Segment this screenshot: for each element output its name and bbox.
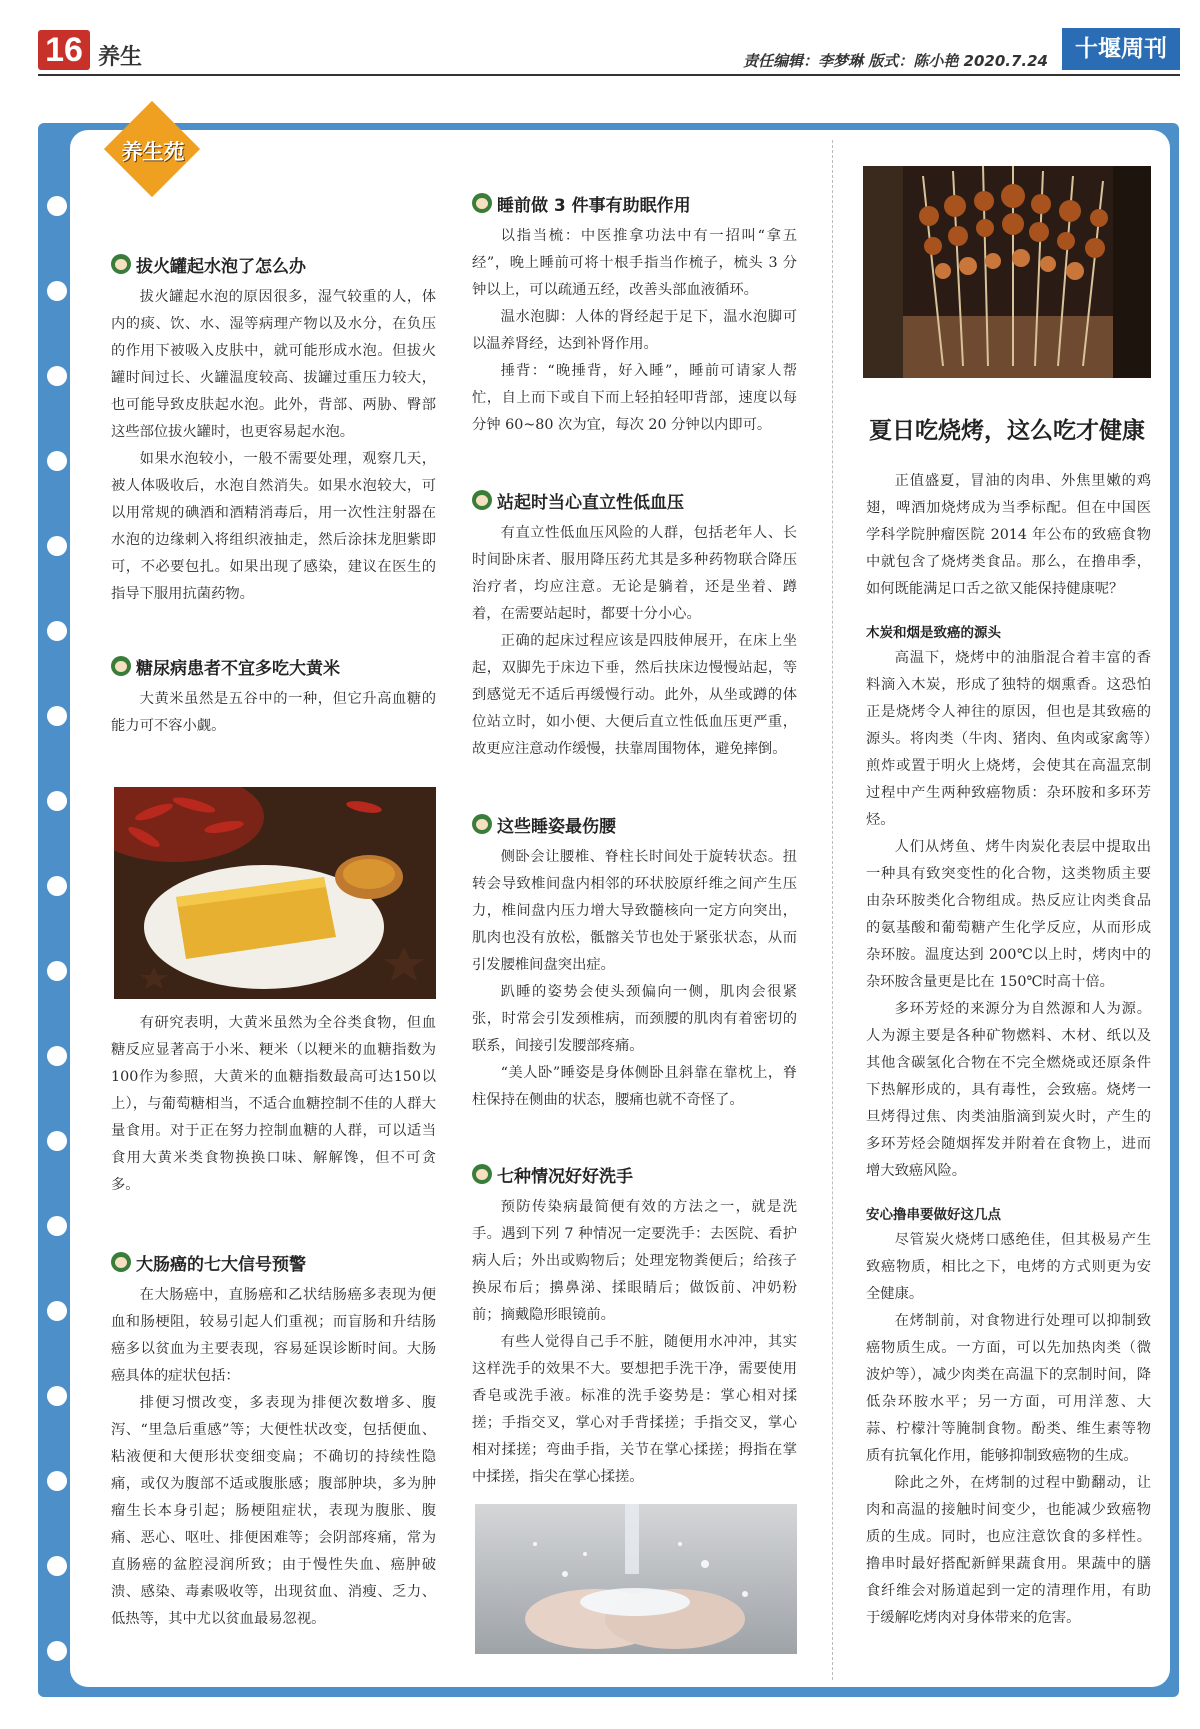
article-paragraph: 正确的起床过程应该是四肢伸展开，在床上坐起，双脚先于床边下垂，然后扶床边慢慢站起，等到感觉无不适后再缓慢行动。此外，从坐或蹲的体位站立时，如小便、大便后直立性低血压更严重，故更应注意动作缓慢，扶靠周围物体，避免摔倒。 (472, 633, 797, 757)
article-handwashing (472, 1160, 797, 1491)
article-title: 七种情况好好洗手 (497, 1166, 633, 1187)
binder-hole (47, 196, 67, 216)
binder-hole (47, 706, 67, 726)
article-title: 拔火罐起水泡了怎么办 (136, 256, 306, 277)
binder-hole (47, 1556, 67, 1576)
binder-hole (47, 621, 67, 641)
article-paragraph: 有研究表明，大黄米虽然为全谷类食物，但血糖反应显著高于小米、粳米（以粳米的血糖指数为100作为参照，大黄米的血糖指数最高可达150以上），与葡萄糖相当，不适合血糖控制不佳的人群大量食用。对于正在努力控制血糖的人群，可以适当食用大黄米类食物换换口味、解解馋，但不可贪多。 (111, 1015, 436, 1193)
face-icon (111, 254, 131, 274)
section-name: 养生 (98, 45, 143, 70)
article-paragraph: 正值盛夏，冒油的肉串、外焦里嫩的鸡翅，啤酒加烧烤成为当季标配。但在中国医学科学院肿瘤医院 2014 年公布的致癌食物中就包含了烧烤类食品。那么，在撸串季，如何既能满足口舌之欲又能保持健康呢？ (866, 473, 1151, 597)
feature-title: 夏日吃烧烤，这么吃才健康 (869, 417, 1145, 444)
binder-hole (47, 1386, 67, 1406)
editor-credits: 责任编辑：李梦琳 版式：陈小艳 2020.7.24 (743, 52, 1048, 70)
binder-hole (47, 1216, 67, 1236)
binder-hole (47, 1471, 67, 1491)
face-icon (472, 193, 492, 213)
article-paragraph: 如果水泡较小，一般不需要处理，观察几天，被人体吸收后，水泡自然消失。如果水泡较大，可以用常规的碘酒和酒精消毒后，用一次性注射器在水泡的边缘刺入将组织液抽走，然后涂抹龙胆紫即可，不必要包扎。如果出现了感染，建议在医生的指导下服用抗菌药物。 (111, 451, 436, 602)
article-paragraph: 拔火罐起水泡的原因很多，湿气较重的人，体内的痰、饮、水、湿等病理产物以及水分，在负压的作用下被吸入皮肤中，就可能形成水泡。但拔火罐时间过长、火罐温度较高、拔罐过重压力较大，也可能导致皮肤起水泡。此外，背部、两胁、臀部这些部位拔火罐时，也更容易起水泡。 (111, 289, 436, 440)
column-badge-text: 养生苑 (121, 140, 185, 164)
article-barbecue (866, 468, 1151, 1632)
millet-cake-photo (114, 787, 436, 999)
article-colon-cancer (111, 1248, 436, 1633)
binder-hole (47, 366, 67, 386)
article-hypotension (472, 486, 797, 763)
article-title: 糖尿病患者不宜多吃大黄米 (136, 658, 340, 679)
page-header (38, 28, 1180, 76)
article-paragraph: 在烤制前，对食物进行处理可以抑制致癌物质生成。一方面，可以先加热肉类（微波炉等），减少肉类在高温下的烹制时间，降低杂环胺水平；另一方面，可用洋葱、大蒜、柠檬汁等腌制食物。酚类、维生素等物质有抗氧化作用，能够抑制致癌物的生成。 (866, 1313, 1151, 1464)
barbecue-photo (863, 166, 1151, 378)
article-paragraph: 侧卧会让腰椎、脊柱长时间处于旋转状态。扭转会导致椎间盘内相邻的环状胶原纤维之间产生压力，椎间盘内压力增大导致髓核向一定方向突出，肌肉也没有放松，骶髂关节也处于紧张状态，从而引发腰椎间盘突出症。 (472, 849, 797, 973)
article-paragraph: 以指当梳：中医推拿功法中有一招叫“拿五经”，晚上睡前可将十根手指当作梳子，梳头 3 分钟以上，可以疏通五经，改善头部血液循环。 (472, 228, 797, 298)
binder-hole (47, 1131, 67, 1151)
section-subtitle: 安心撸串要做好这几点 (866, 1207, 1001, 1223)
handwashing-photo (475, 1504, 797, 1654)
article-paragraph: 多环芳烃的来源分为自然源和人为源。人为源主要是各种矿物燃料、木材、纸以及其他含碳氢化合物在不完全燃烧或还原条件下热解形成的，具有毒性，会致癌。烧烤一旦烤得过焦、肉类油脂滴到炭火时，产生的多环芳烃会随烟挥发并附着在食物上，进而增大致癌风险。 (866, 1001, 1151, 1179)
binder-hole (47, 451, 67, 471)
article-paragraph: 人们从烤鱼、烤牛肉炭化表层中提取出一种具有致突变性的化合物，这类物质主要由杂环胺类化合物组成。热反应让肉类食品的氨基酸和葡萄糖产生化学反应，从而形成杂环胺。温度达到 200℃以上时，烤肉中的杂环胺含量更是比在 150℃时高十倍。 (866, 839, 1151, 990)
section-subtitle: 木炭和烟是致癌的源头 (866, 625, 1001, 641)
article-cupping (111, 250, 436, 608)
binder-hole (47, 1641, 67, 1661)
binder-hole (47, 536, 67, 556)
article-paragraph: 排便习惯改变，多表现为排便次数增多、腹泻、“里急后重感”等；大便性状改变，包括便血、粘液便和大便形状变细变扁；不确切的持续性隐痛，或仅为腹部不适或腹胀感；腹部肿块，多为肿瘤生长本身引起；肠梗阻症状，表现为腹胀、腹痛、恶心、呕吐、排便困难等；会阴部疼痛，常为直肠癌的盆腔浸润所致；由于慢性失血、癌肿破溃、感染、毒素吸收等，出现贫血、消瘦、乏力、低热等，其中尤以贫血最易忽视。 (111, 1395, 436, 1627)
face-icon (111, 656, 131, 676)
article-diabetes (111, 652, 436, 740)
article-diabetes-cont (111, 1004, 436, 1199)
article-sleep-tips (472, 189, 797, 439)
article-paragraph: 捶背：“晚捶背，好入睡”，睡前可请家人帮忙，自上而下或自下而上轻拍轻叩背部，速度以每分钟 60~80 次为宜，每次 20 分钟以内即可。 (472, 363, 797, 433)
article-title: 这些睡姿最伤腰 (497, 816, 616, 837)
article-paragraph: 预防传染病最简便有效的方法之一，就是洗手。遇到下列 7 种情况一定要洗手：去医院、看护病人后；外出或购物后；处理宠物粪便后；给孩子换尿布后；擤鼻涕、揉眼睛后；做饭前、冲奶粉前；摘戴隐形眼镜前。 (472, 1199, 797, 1323)
binder-hole (47, 876, 67, 896)
binder-hole (47, 961, 67, 981)
article-paragraph: 高温下，烧烤中的油脂混合着丰富的香料滴入木炭，形成了独特的烟熏香。这恐怕正是烧烤令人神往的原因，但也是其致癌的源头。将肉类（牛肉、猪肉、鱼肉或家禽等）煎炸或置于明火上烧烤，会使其在高温烹制过程中产生两种致癌物质：杂环胺和多环芳烃。 (866, 650, 1151, 828)
article-paragraph: 有些人觉得自己手不脏，随便用水冲冲，其实这样洗手的效果不大。要想把手洗干净，需要使用香皂或洗手液。标准的洗手姿势是：掌心相对揉搓；手指交叉，掌心对手背揉搓；手指交叉，掌心相对揉搓；弯曲手指，关节在掌心揉搓；拇指在掌中揉搓，指尖在掌心揉搓。 (472, 1334, 797, 1485)
article-paragraph: 有直立性低血压风险的人群，包括老年人、长时间卧床者、服用降压药尤其是多种药物联合降压治疗者，均应注意。无论是躺着，还是坐着、蹲着，在需要站起时，都要十分小心。 (472, 525, 797, 622)
article-paragraph: 趴睡的姿势会使头颈偏向一侧，肌肉会很紧张，时常会引发颈椎病，而颈腰的肌肉有着密切的联系，间接引发腰部疼痛。 (472, 984, 797, 1054)
article-title: 大肠癌的七大信号预警 (136, 1254, 306, 1275)
newspaper-logo: 十堰周刊 (1062, 28, 1180, 70)
binder-hole (47, 1301, 67, 1321)
article-paragraph: 除此之外，在烤制的过程中勤翻动，让肉和高温的接触时间变少，也能减少致癌物质的生成。同时，也应注意饮食的多样性。撸串时最好搭配新鲜果蔬食用。果蔬中的膳食纤维会对肠道起到一定的清理作用，有助于缓解吃烤肉对身体带来的危害。 (866, 1475, 1151, 1626)
binder-hole (47, 791, 67, 811)
face-icon (472, 1164, 492, 1184)
column-divider (832, 140, 833, 1680)
article-paragraph: 尽管炭火烧烤口感绝佳，但其极易产生致癌物质，相比之下，电烤的方式则更为安全健康。 (866, 1232, 1151, 1302)
page-number: 16 (38, 30, 90, 70)
face-icon (472, 814, 492, 834)
article-paragraph: 在大肠癌中，直肠癌和乙状结肠癌多表现为便血和肠梗阻，较易引起人们重视；而盲肠和升结肠癌多以贫血为主要表现，容易延误诊断时间。大肠癌具体的症状包括： (111, 1287, 436, 1384)
article-paragraph: “美人卧”睡姿是身体侧卧且斜靠在靠枕上，脊柱保持在侧曲的状态，腰痛也就不奇怪了。 (472, 1065, 797, 1108)
binder-hole (47, 281, 67, 301)
face-icon (111, 1252, 131, 1272)
article-sleep-posture (472, 810, 797, 1114)
face-icon (472, 490, 492, 510)
article-paragraph: 温水泡脚：人体的肾经起于足下，温水泡脚可以温养肾经，达到补肾作用。 (472, 309, 797, 352)
article-title: 睡前做 3 件事有助眠作用 (497, 195, 691, 216)
article-paragraph: 大黄米虽然是五谷中的一种，但它升高血糖的能力可不容小觑。 (111, 691, 436, 734)
binder-hole (47, 1046, 67, 1066)
article-title: 站起时当心直立性低血压 (497, 492, 684, 513)
